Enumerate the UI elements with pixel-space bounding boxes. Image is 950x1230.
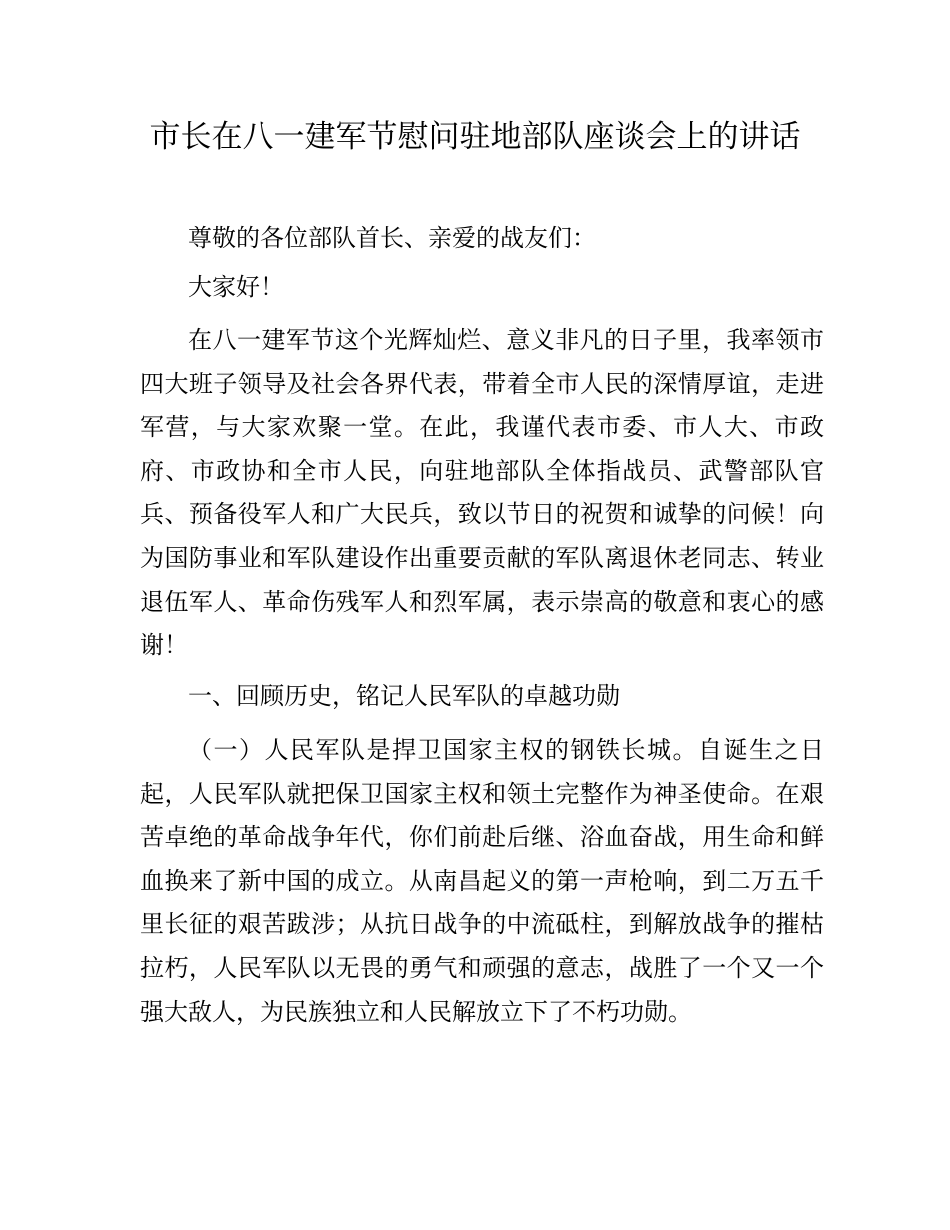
document-title: 市长在八一建军节慰问驻地部队座谈会上的讲话 <box>149 119 801 155</box>
salutation-paragraph: 尊敬的各位部队首长、亲爱的战友们： <box>188 224 596 252</box>
greeting-paragraph: 大家好！ <box>188 273 284 301</box>
body-paragraph: （一）人民军队是捍卫国家主权的钢铁长城。自诞生之日起，人民军队就把保卫国家主权和领土完整作为神圣使命。在艰苦卓绝的革命战争年代，你们前赴后继、浴血奋战，用生命和鲜血换来了新中国的成立。从南昌起义的第一声枪响，到二万五千里长征的艰苦跋涉；从抗日战争的中流砥柱，到解放战争的摧枯拉朽，人民军队以无畏的勇气和顽强的意志，战胜了一个又一个强大敌人，为民族独立和人民解放立下了不朽功勋。 <box>140 736 824 1026</box>
opening-paragraph: 在八一建军节这个光辉灿烂、意义非凡的日子里，我率领市四大班子领导及社会各界代表，带着全市人民的深情厚谊，走进军营，与大家欢聚一堂。在此，我谨代表市委、市人大、市政府、市政协和全市人民，向驻地部队全体指战员、武警部队官兵、预备役军人和广大民兵，致以节日的祝贺和诚挚的问候！向为国防事业和军队建设作出重要贡献的军队离退休老同志、转业退伍军人、革命伤残军人和烈军属，表示崇高的敬意和衷心的感谢！ <box>140 326 824 660</box>
section-heading: 一、回顾历史，铭记人民军队的卓越功勋 <box>188 682 620 710</box>
